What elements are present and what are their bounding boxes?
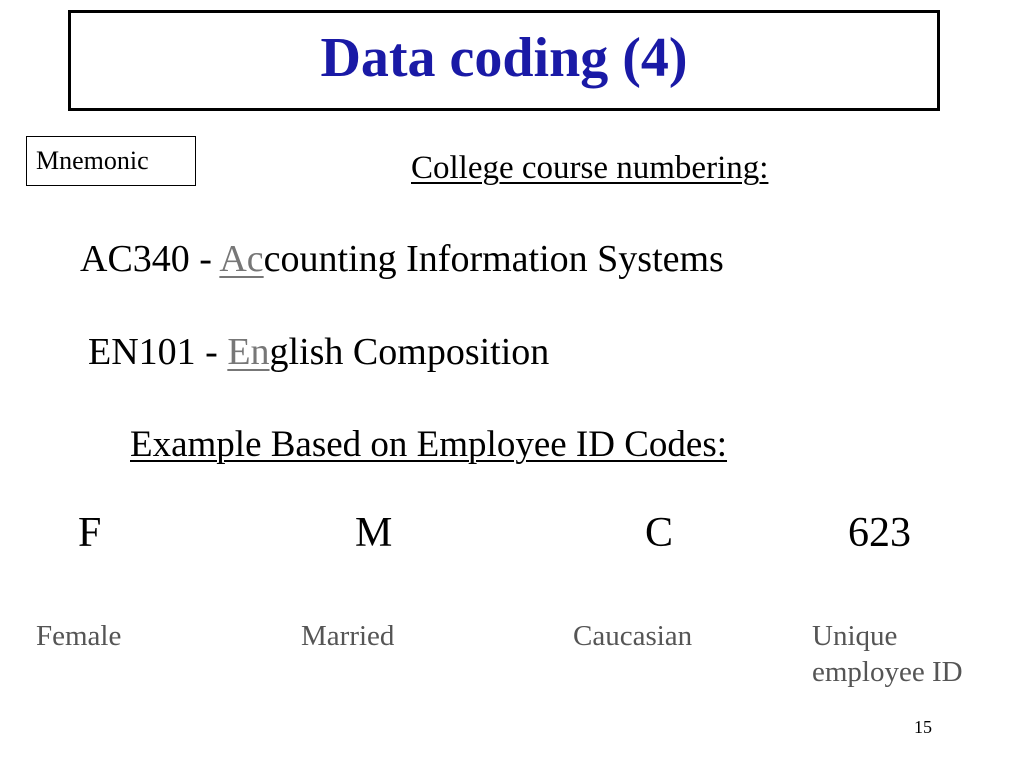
- college-heading: College course numbering:: [411, 150, 769, 186]
- title-frame: [68, 10, 940, 111]
- slide-title: Data coding (4): [320, 26, 688, 89]
- code-meaning-marital: Married: [301, 620, 395, 652]
- mnemonic-tag: Mnemonic: [26, 136, 196, 186]
- code-number-id: 623: [848, 510, 911, 556]
- course-line-accounting: [80, 240, 724, 278]
- course-code: AC340 -: [80, 238, 220, 280]
- course-name-rest: glish Composition: [269, 331, 550, 373]
- code-meaning-id: Unique employee ID: [812, 620, 963, 689]
- code-meaning-gender: Female: [36, 620, 122, 652]
- code-letter-marital: M: [355, 510, 393, 556]
- course-abbreviation: En: [227, 331, 270, 373]
- code-letter-ethnicity: C: [645, 510, 674, 556]
- course-abbreviation: Ac: [219, 238, 264, 280]
- employee-heading: Example Based on Employee ID Codes:: [130, 424, 728, 465]
- course-name-rest: counting Information Systems: [263, 238, 724, 280]
- code-letter-gender: F: [78, 510, 102, 556]
- code-meaning-ethnicity: Caucasian: [573, 620, 693, 652]
- page-number: 15: [914, 717, 932, 737]
- course-code: EN101 -: [88, 331, 228, 373]
- course-line-english: [88, 333, 549, 371]
